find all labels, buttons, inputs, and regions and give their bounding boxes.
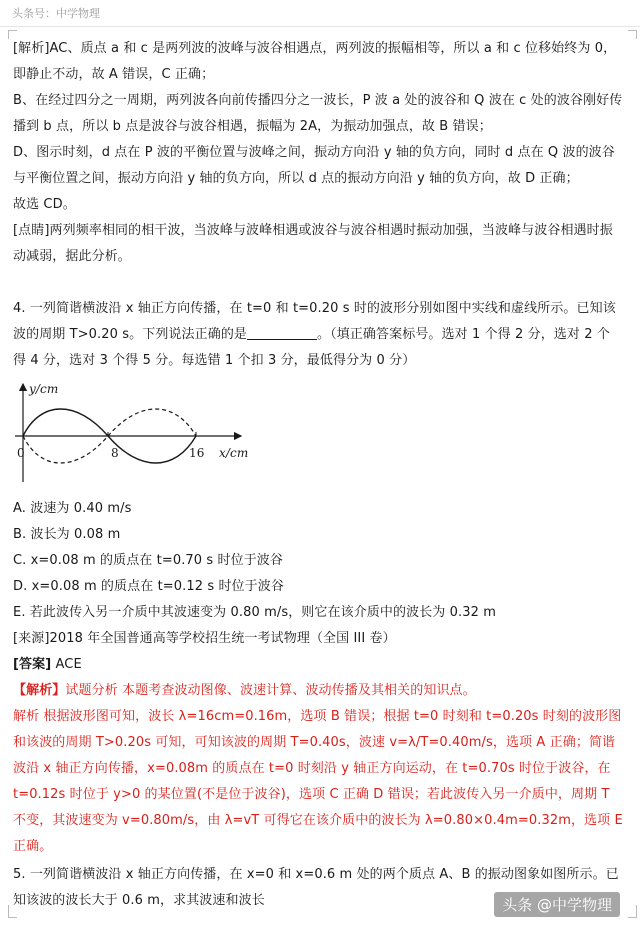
analysis-label: 【解析】 <box>13 683 66 698</box>
q3-key-point: [点睛]两列频率相同的相干波，当波峰与波峰相遇或波谷与波谷相遇时振动加强，当波峰与波谷相遇时振动减弱，据此分析。 <box>13 223 613 264</box>
tick-label-16: 16 <box>189 446 205 460</box>
y-axis-label: y/cm <box>29 382 59 396</box>
x-axis-label: x/cm <box>219 446 249 460</box>
answer-label: [答案] <box>13 657 52 672</box>
option-a: A. 波速为 0.40 m/s <box>13 501 132 516</box>
option-d: D. x=0.08 m 的质点在 t=0.12 s 时位于波谷 <box>13 579 284 594</box>
option-c: C. x=0.08 m 的质点在 t=0.70 s 时位于波谷 <box>13 553 284 568</box>
q4-stem-text: 4. 一列简谐横波沿 x 轴正方向传播，在 t=0 和 t=0.20 s 时的波形分别如图中实线和虚线所示。已知该波的周期 T>0.20 s。下列说法正确的是 <box>13 301 616 342</box>
q4-answer <box>13 652 623 678</box>
q5-stem: 5. 一列简谐横波沿 x 轴正方向传播，在 x=0 和 x=0.6 m 处的两个质点 A、B 的振动图象如图所示。已知该波的波长大于 0.6 m，求其波速和波长 <box>13 867 619 908</box>
tick-label-0: 0 <box>17 446 25 460</box>
q3-analysis-a-c: [解析]AC、质点 a 和 c 是两列波的波峰与波谷相遇点，两列波的振幅相等，所以 a 和 c 位移始终为 0，即静止不动，故 A 错误，C 正确； <box>13 41 617 82</box>
answer-value: ACE <box>55 657 82 672</box>
wave-figure <box>13 378 253 488</box>
answer-blank <box>247 325 317 340</box>
q4-stem-tail: 。（填正确答案标号。选对 1 个得 2 分，选对 2 个得 4 分，选对 3 个得 5 分。每选错 1 个扣 3 分，最低得分为 0 分） <box>13 327 610 368</box>
q3-analysis-d: D、图示时刻，d 点在 P 波的平衡位置与波峰之间，振动方向沿 y 轴的负方向，同时 d 点在 Q 波的波谷与平衡位置之间，振动方向沿 y 轴的负方向，所以 d 点的振动方向沿 y 轴的负方向，故 D 正确； <box>13 145 615 186</box>
page-header <box>0 0 640 27</box>
tick-label-8: 8 <box>111 446 119 460</box>
analysis-title: 试题分析 本题考查波动图像、波速计算、波动传播及其相关的知识点。 <box>65 683 476 698</box>
option-e: E. 若此波传入另一介质中其波速变为 0.80 m/s，则它在该介质中的波长为 0.32 m <box>13 605 496 620</box>
q4-source: [来源]2018 年全国普通高等学校招生统一考试物理（全国 III 卷） <box>13 631 396 646</box>
option-b: B. 波长为 0.08 m <box>13 527 121 542</box>
header-source: 头条号：中学物理 <box>12 7 100 20</box>
q4-analysis-body: 解析 根据波形图可知，波长 λ=16cm=0.16m，选项 B 错误；根据 t=0 时刻和 t=0.20s 时刻的波形图和该波的周期 T>0.20s 可知，可知该波的周期 T=0.40s，波速 v=λ/T=0.40m/s，选项 A 正确；简谐波沿 x 轴正方向传播，x=0.08m 的质点在 t=0 时刻沿 y 轴正方向运动，在 t=0.70s 时位于波谷，在 t=0.12s 时位于 y>0 的某位置(不是位于波谷)，选项 C 正确 D 错误；若此波传入另一介质中，周期 T 不变，其波速变为 v=0.80m/s，由 λ=vT 可得它在该介质中的波长为 λ=0.80×0.4m=0.32m，选项 E 正确。 <box>13 709 623 854</box>
corner-mark <box>628 30 637 39</box>
corner-mark <box>628 905 637 918</box>
q3-analysis-b: B、在经过四分之一周期，两列波各向前传播四分之一波长，P 波 a 处的波谷和 Q 波在 c 处的波谷刚好传播到 b 点，所以 b 点是波谷与波谷相遇，振幅为 2A，为振动加强点，故 B 错误； <box>13 93 623 134</box>
q4-analysis-heading <box>13 678 623 704</box>
q4-stem <box>13 296 623 374</box>
document-body <box>13 36 623 914</box>
watermark: 头条 @中学物理 <box>494 892 620 917</box>
q3-conclusion: 故选 CD。 <box>13 197 76 212</box>
